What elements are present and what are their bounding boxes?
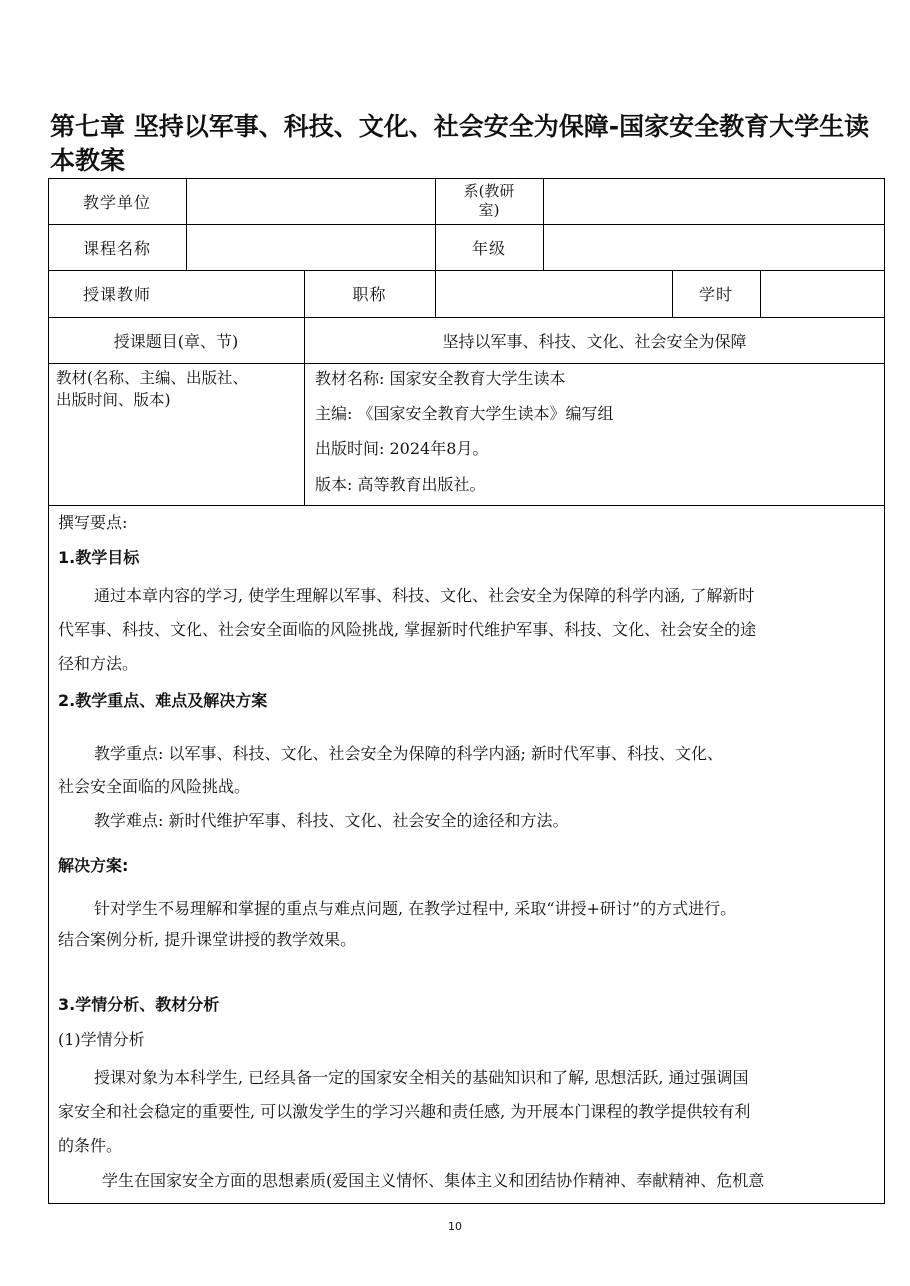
- analysis-line-1: 授课对象为本科学生, 已经具备一定的国家安全相关的基础知识和了解, 思想活跃, 通过强调国: [94, 1068, 749, 1087]
- teacher-label: 授课教师: [82, 285, 151, 304]
- key-points-line-1: 教学重点: 以军事、科技、文化、社会安全为保障的科学内涵; 新时代军事、科技、文化、: [94, 744, 723, 763]
- department-label-line-1: 系(教研: [463, 182, 515, 200]
- difficulties-line: 教学难点: 新时代维护军事、科技、文化、社会安全的途径和方法。: [94, 811, 569, 830]
- teaching-unit-value: [186, 178, 435, 224]
- textbook-name: 教材名称: 国家安全教育大学生读本: [315, 369, 566, 388]
- department-label: [435, 178, 543, 224]
- textbook-date: 出版时间: 2024年8月。: [315, 439, 489, 458]
- key-points-line-2: 社会安全面临的风险挑战。: [58, 777, 251, 796]
- writing-points-label: 撰写要点:: [58, 513, 128, 532]
- hours-value: [760, 270, 885, 317]
- hours-label: 学时: [698, 285, 733, 304]
- heading-teaching-objectives: 1.教学目标: [58, 548, 140, 567]
- topic-value: 坚持以军事、科技、文化、社会安全为保障: [442, 331, 747, 351]
- topic-label: 授课题目(章、节): [113, 331, 239, 351]
- textbook-label-line-1: 教材(名称、主编、出版社、: [56, 369, 249, 387]
- document-title: [50, 110, 890, 178]
- grade-value: [543, 224, 885, 270]
- department-label-line-2: 室): [478, 201, 500, 219]
- subheading-student-analysis: (1)学情分析: [58, 1030, 145, 1049]
- row-divider: [48, 363, 885, 364]
- title-rank-value: [435, 270, 672, 317]
- textbook-label-line-2: 出版时间、版本): [56, 391, 171, 409]
- title-rank-label: 职称: [352, 285, 387, 304]
- teaching-unit-label: 教学单位: [82, 192, 151, 212]
- textbook-label: [56, 367, 302, 411]
- objectives-line-2: 代军事、科技、文化、社会安全面临的风险挑战, 掌握新时代维护军事、科技、文化、社会安全的途: [58, 620, 757, 639]
- title-line-2: 本教案: [50, 146, 126, 175]
- heading-key-points: 2.教学重点、难点及解决方案: [58, 691, 268, 710]
- department-value: [543, 178, 885, 224]
- textbook-editor: 主编: 《国家安全教育大学生读本》编写组: [315, 404, 614, 423]
- title-line-1: 第七章 坚持以军事、科技、文化、社会安全为保障-国家安全教育大学生读: [50, 112, 870, 141]
- objectives-line-1: 通过本章内容的学习, 使学生理解以军事、科技、文化、社会安全为保障的科学内涵, 了解新时: [94, 586, 755, 605]
- course-name-label: 课程名称: [82, 238, 151, 258]
- grade-label: 年级: [471, 238, 506, 258]
- row-divider: [48, 505, 885, 506]
- course-name-value: [186, 224, 435, 270]
- heading-analysis: 3.学情分析、教材分析: [58, 995, 220, 1014]
- solutions-line-2: 结合案例分析, 提升课堂讲授的教学效果。: [58, 930, 357, 949]
- page-number: 10: [448, 1220, 462, 1233]
- teacher-value: [186, 270, 304, 317]
- analysis-line-4: 学生在国家安全方面的思想素质(爱国主义情怀、集体主义和团结协作精神、奉献精神、危机意: [102, 1171, 765, 1190]
- analysis-line-3: 的条件。: [58, 1136, 123, 1155]
- analysis-line-2: 家安全和社会稳定的重要性, 可以激发学生的学习兴趣和责任感, 为开展本门课程的教学提供较有利: [58, 1102, 751, 1121]
- objectives-line-3: 径和方法。: [58, 654, 139, 673]
- heading-solutions: 解决方案:: [58, 856, 129, 875]
- solutions-line-1: 针对学生不易理解和掌握的重点与难点问题, 在教学过程中, 采取“讲授+研讨”的方式进行。: [94, 899, 737, 918]
- textbook-edition: 版本: 高等教育出版社。: [315, 475, 486, 494]
